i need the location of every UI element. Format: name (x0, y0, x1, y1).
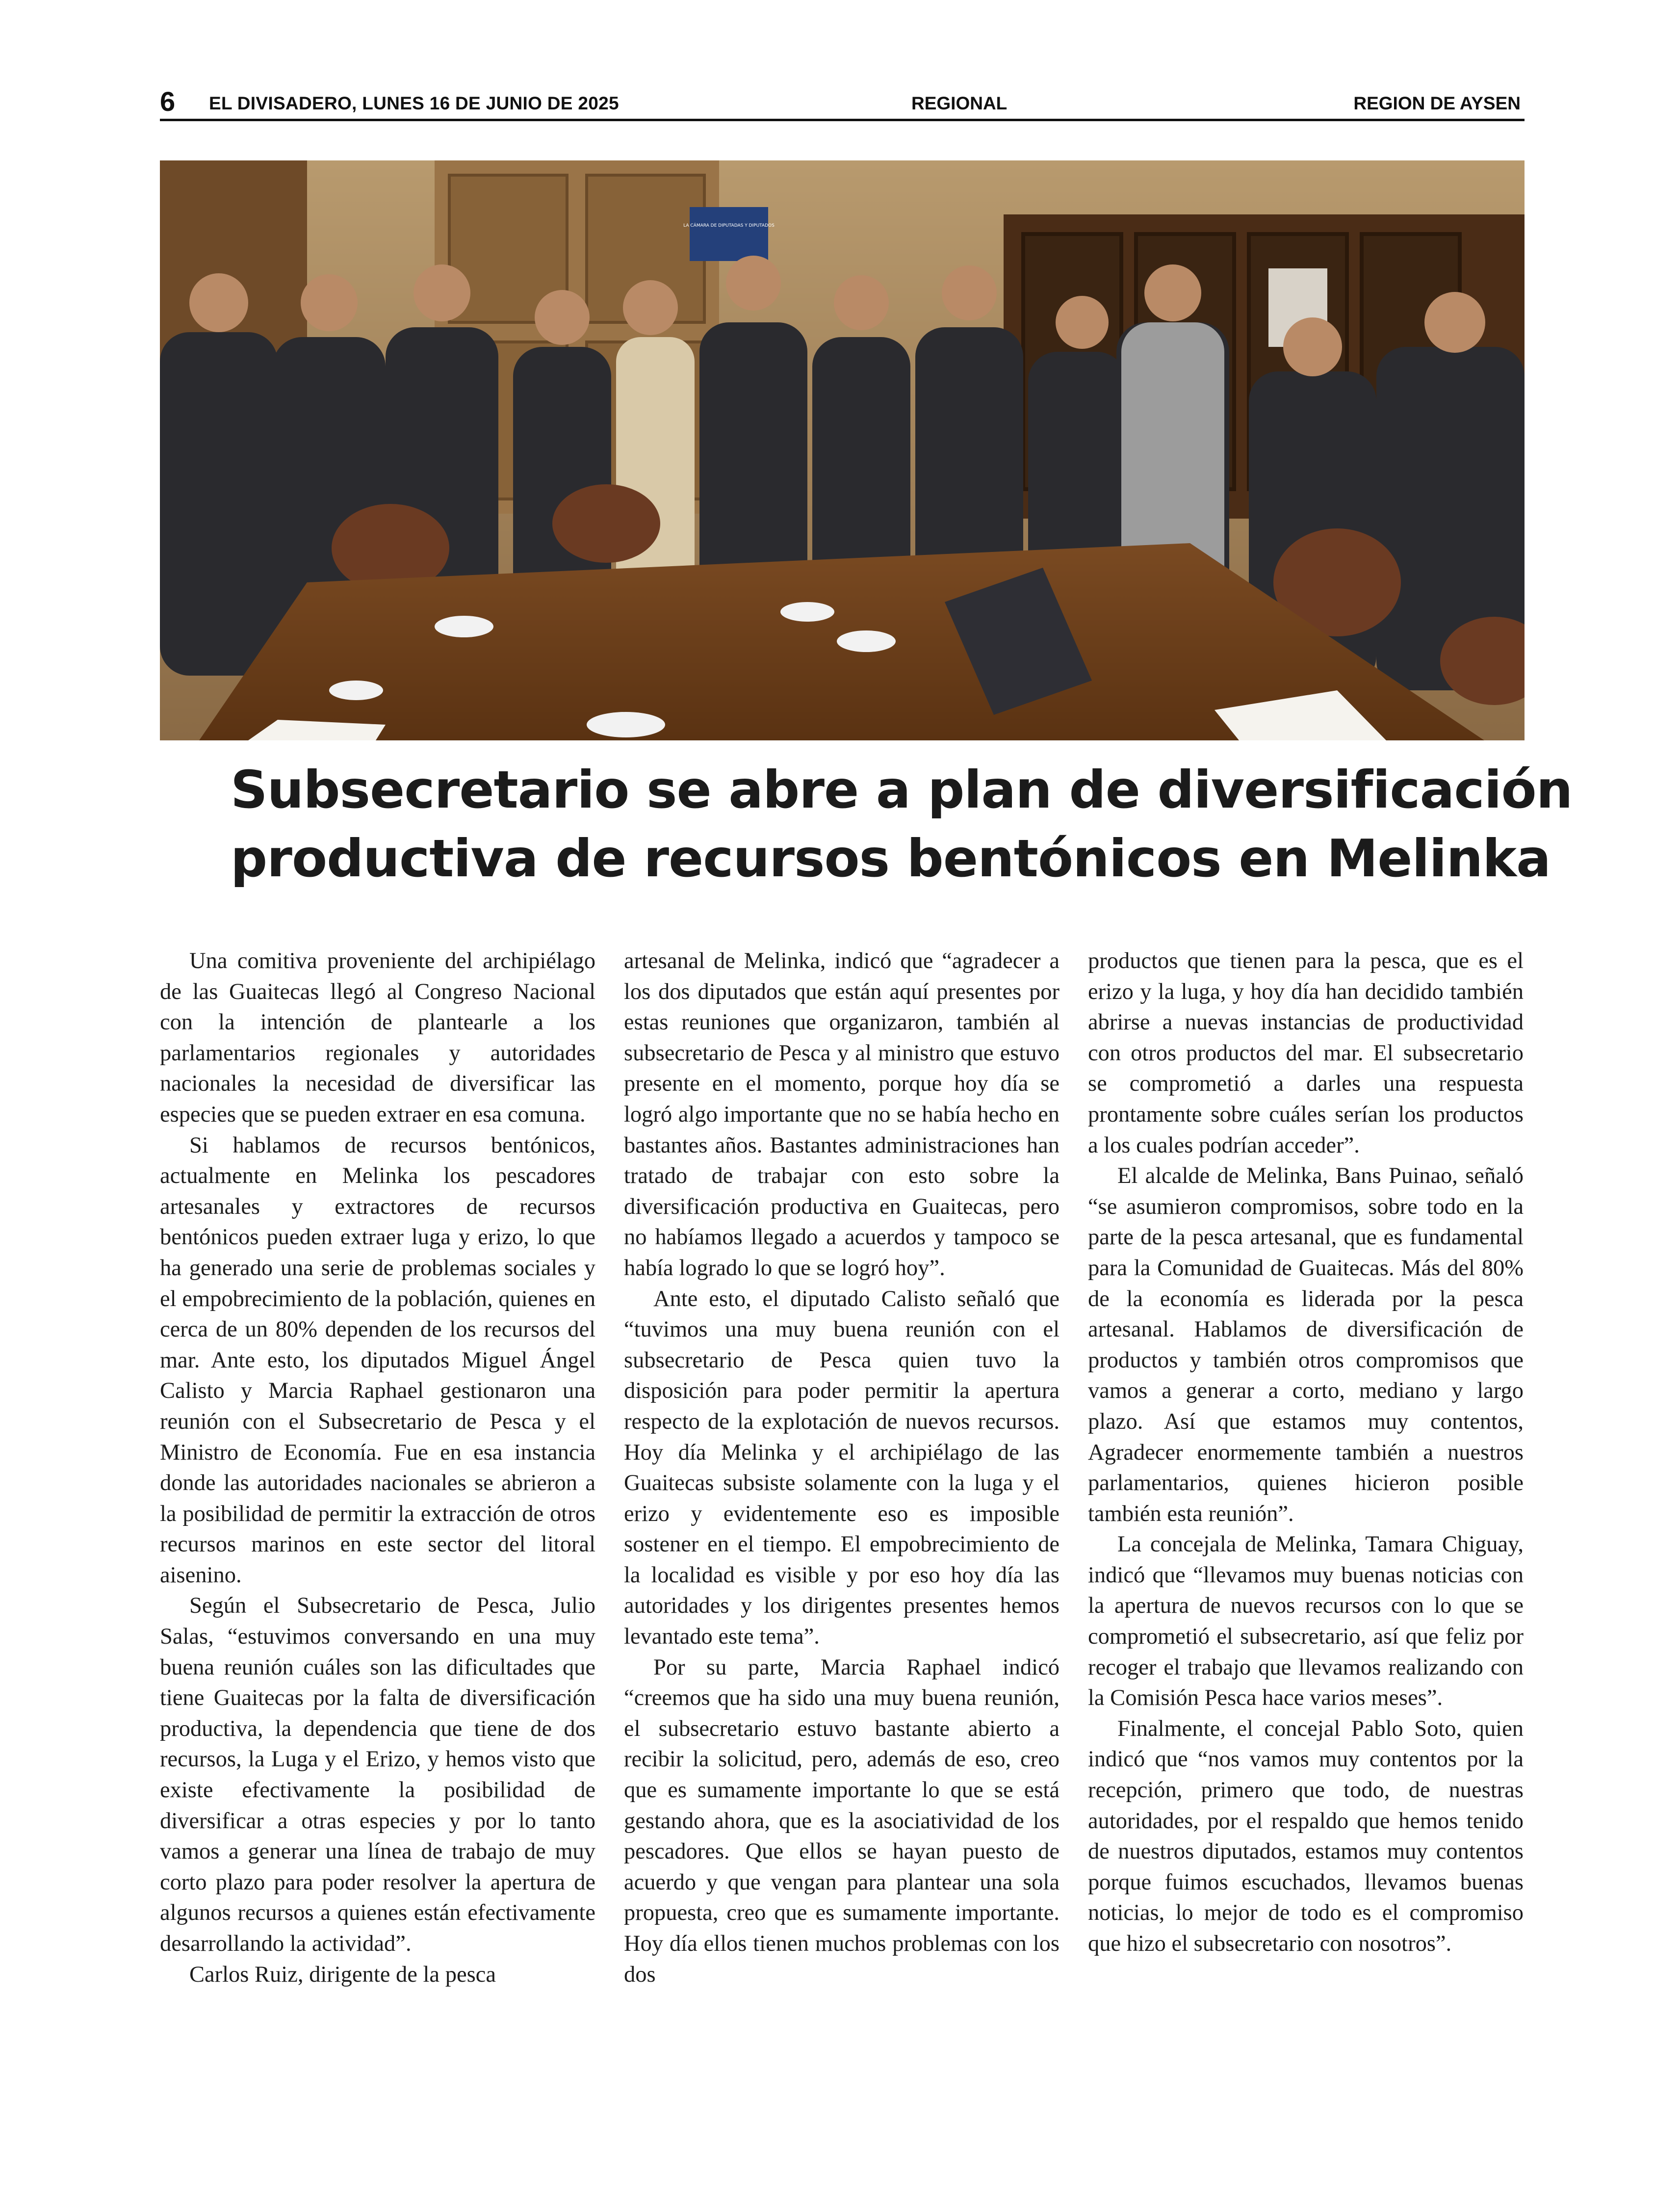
headline-line-2: productiva de recursos bentónicos en Melinka (231, 829, 1551, 889)
paragraph: Ante esto, el diputado Calisto señaló que “tuvimos una muy buena reunión con el subsecretario de Pesca quien tuvo la disposición para poder permitir la apertura respecto de la explotación de nuevos recursos. Hoy día Melinka y el archipiélago de las Guaitecas subsiste solamente con la luga y el erizo y evidentemente eso es imposible sostener en el tiempo. El empobrecimiento de la localidad es visible y por eso hoy día las autoridades y los dirigentes presentes hemos levantado este tema”. (624, 1286, 1060, 1650)
paragraph: Una comitiva proveniente del archipiélago de las Guaitecas llegó al Congreso Nacional con la intención de plantearle a los parlamentarios regionales y autoridades nacionales la necesidad de diversificar las especies que se pueden extraer en esa comuna. (160, 948, 595, 1127)
edition-line: EL DIVISADERO, LUNES 16 DE JUNIO DE 2025 (209, 93, 619, 113)
article-column-2 (624, 946, 1060, 1990)
paragraph: La concejala de Melinka, Tamara Chiguay, indicó que “llevamos muy buenas noticias con la apertura de nuevos recursos con lo que se comprometió el subsecretario, así que feliz por recoger el trabajo que llevamos realizando con la Comisión Pesca hace varios meses”. (1088, 1532, 1524, 1711)
headline-line-1: Subsecretario se abre a plan de diversificación (231, 760, 1573, 820)
wall-screen-text: LA CÁMARA DE DIPUTADAS Y DIPUTADOS (683, 223, 775, 228)
paragraph: Según el Subsecretario de Pesca, Julio Salas, “estuvimos conversando en una muy buena reunión cuáles son las dificultades que tiene Guaitecas por la falta de diversificación productiva, la dependencia que tiene de dos recursos, la Luga y el Erizo, y hemos visto que existe efectivamente la posibilidad de diversificar a otras especies y por lo tanto vamos a generar una línea de trabajo de muy corto plazo para poder resolver la apertura de algunos recursos a quienes están efectivamente desarrollando la actividad”. (160, 1593, 595, 1956)
section-label: REGIONAL (911, 93, 1008, 113)
paragraph: productos que tienen para la pesca, que es el erizo y la luga, y hoy día han decidido también abrirse a nuevas instancias de productividad con otros productos del mar. El subsecretario se comprometió a darles una respuesta prontamente sobre cuáles serían los productos a los cuales podrían acceder”. (1088, 948, 1524, 1158)
paragraph: Carlos Ruiz, dirigente de la pesca (189, 1962, 496, 1987)
page-header (160, 84, 1525, 121)
paragraph: El alcalde de Melinka, Bans Puinao, señaló “se asumieron compromisos, sobre todo en la parte de la pesca artesanal, que es fundamental para la Comunidad de Guaitecas. Más del 80% de la economía es liderada por la pesca artesanal. Hablamos de diversificación de productos y también otros compromisos que vamos a generar a corto, mediano y largo plazo. Así que estamos muy contentos, Agradecer enormemente también a nuestros parlamentarios, quienes hicieron posible también esta reunión”. (1088, 1163, 1524, 1526)
article-photo (160, 160, 1525, 740)
paragraph: Si hablamos de recursos bentónicos, actualmente en Melinka los pescadores artesanales y extractores de recursos bentónicos pueden extraer luga y erizo, lo que ha generado una serie de problemas sociales y el empobrecimiento de la población, quienes en cerca de un 80% dependen de los recursos del mar. Ante esto, los diputados Miguel Ángel Calisto y Marcia Raphael gestionaron una reunión con el Subsecretario de Pesca y el Ministro de Economía. Fue en esa instancia donde las autoridades nacionales se abrieron a la posibilidad de permitir la extracción de otros recursos marinos en este sector del litoral aisenino. (160, 1132, 595, 1588)
article-column-3 (1088, 946, 1524, 1960)
paragraph: artesanal de Melinka, indicó que “agradecer a los dos diputados que están aquí presentes por estas reuniones que organizaron, también al subsecretario de Pesca y al ministro que estuvo presente en el momento, porque hoy día se logró algo importante que no se había hecho en bastantes años. Bastantes administraciones han tratado de trabajar con esto sobre la diversificación productiva en Guaitecas, pero no habíamos llegado a acuerdos y tampoco se había logrado lo que se logró hoy”. (624, 948, 1060, 1281)
region-label: REGION DE AYSEN (1353, 93, 1521, 113)
article-headline (231, 756, 1573, 893)
page-number: 6 (160, 86, 176, 117)
paragraph: Por su parte, Marcia Raphael indicó “creemos que ha sido una muy buena reunión, el subsecretario estuvo bastante abierto a recibir la solicitud, pero, además de eso, creo que es sumamente importante lo que se está gestando ahora, que es la asociatividad de los pescadores. Que ellos se hayan puesto de acuerdo y que vengan para plantear una sola propuesta, creo que es sumamente importante. Hoy día ellos tienen muchos problemas con los dos (624, 1654, 1060, 1987)
article-column-1 (160, 946, 595, 1990)
paragraph: Finalmente, el concejal Pablo Soto, quien indicó que “nos vamos muy contentos por la recepción, primero que todo, de nuestras autoridades, por el respaldo que hemos tenido de nuestros diputados, estamos muy contentos porque fuimos escuchados, llevamos buenas noticias, lo mejor de todo es el compromiso que hizo el subsecretario con nosotros”. (1088, 1716, 1524, 1956)
wall-screen (683, 207, 775, 261)
